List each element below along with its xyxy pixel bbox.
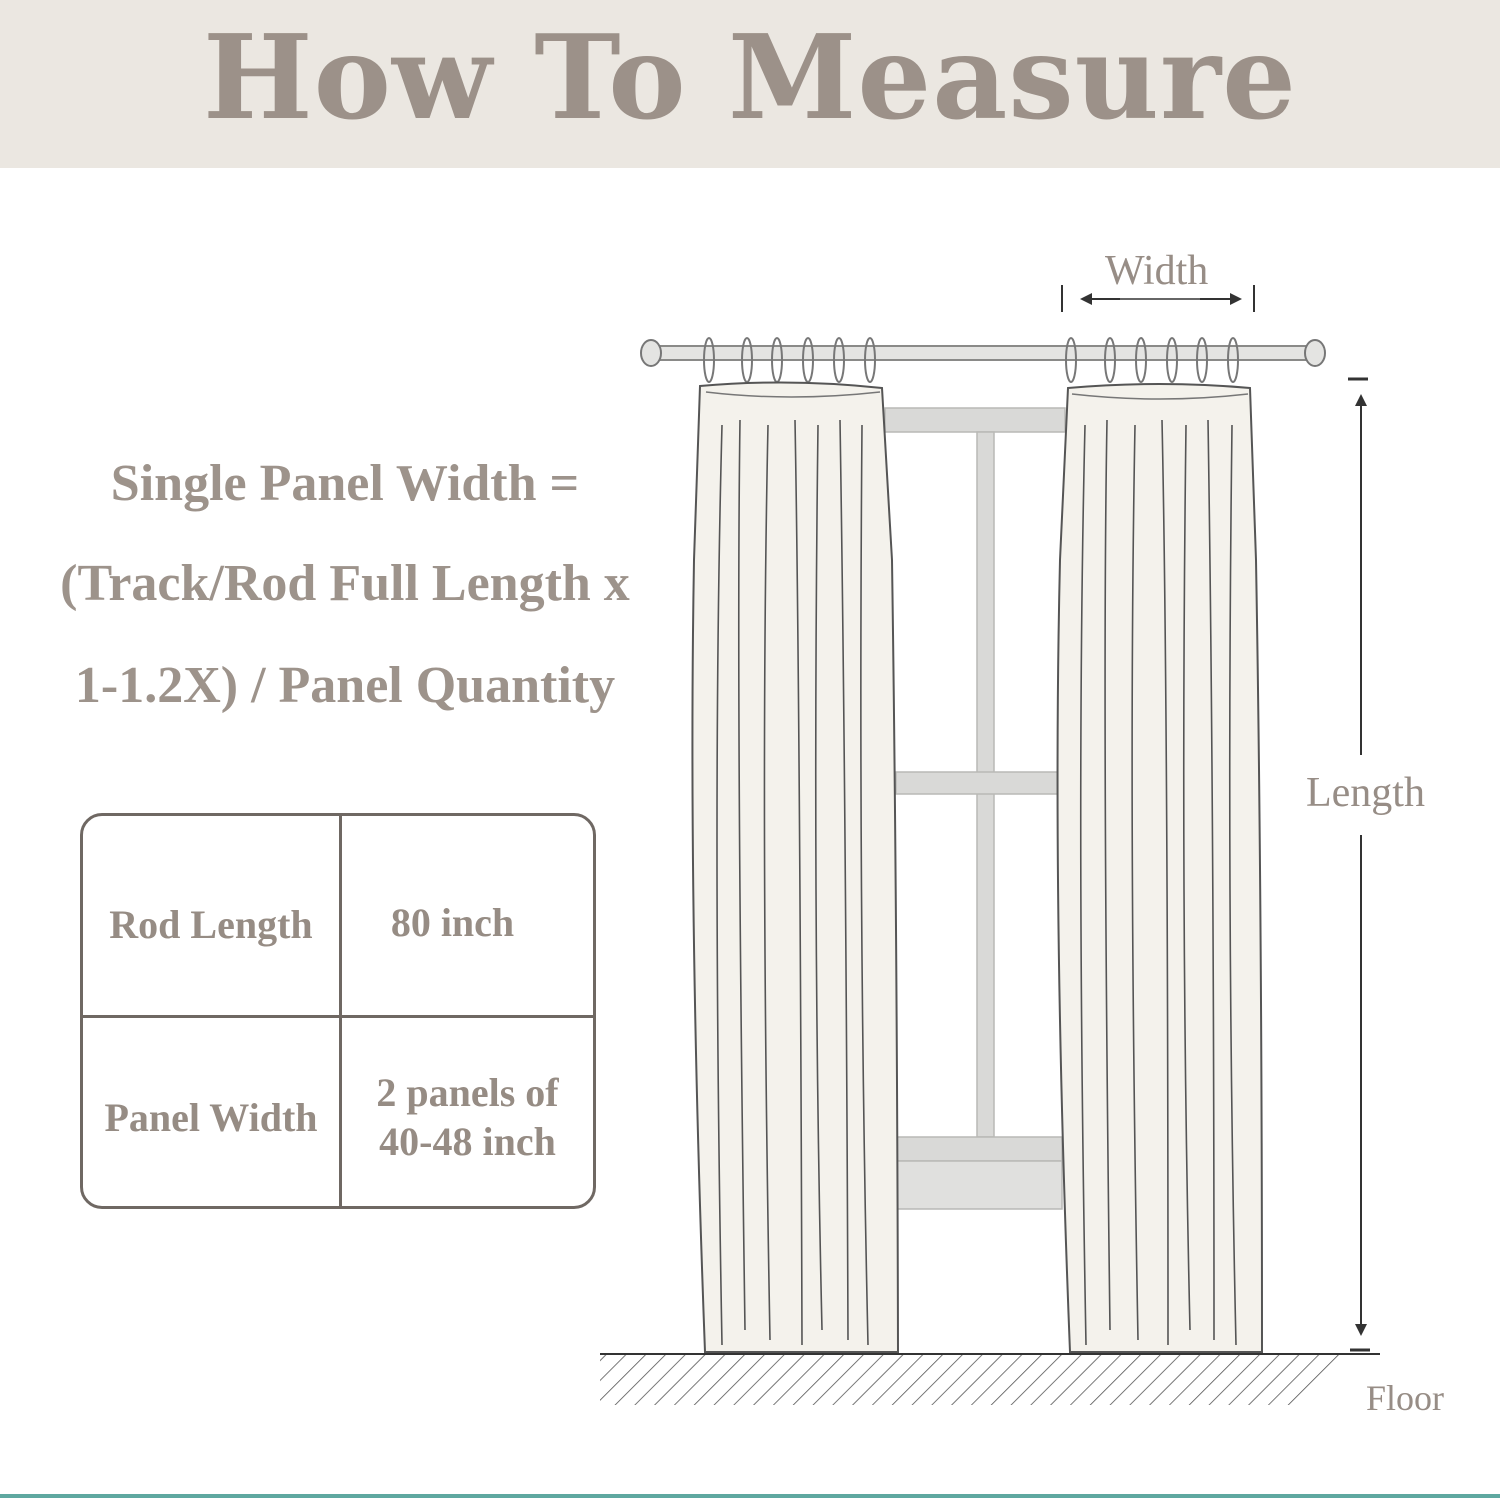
width-label: Width — [1105, 248, 1209, 294]
formula-line-1: Single Panel Width = — [110, 455, 580, 512]
floor — [600, 1354, 1380, 1405]
rod-length-value-text: 80 inch — [390, 900, 515, 946]
length-label: Length — [1306, 770, 1425, 816]
length-dimension — [1348, 379, 1370, 1350]
left-curtain-panel — [692, 382, 898, 1352]
panel-width-value-line-1: 2 panels of — [376, 1070, 559, 1116]
rod-length-label-text: Rod Length — [109, 902, 313, 948]
window-frame — [885, 408, 1065, 1209]
formula-line-3: 1-1.2X) / Panel Quantity — [74, 657, 616, 714]
panel-width-value-line-2: 40-48 inch — [379, 1119, 556, 1164]
bottom-accent-line — [0, 1494, 1500, 1498]
right-curtain-panel — [1058, 384, 1262, 1352]
floor-label: Floor — [1366, 1378, 1445, 1418]
page-title: How To Measure — [203, 10, 1297, 146]
formula-line-2: (Track/Rod Full Length x — [60, 555, 630, 612]
panel-width-label-text: Panel Width — [104, 1094, 318, 1140]
